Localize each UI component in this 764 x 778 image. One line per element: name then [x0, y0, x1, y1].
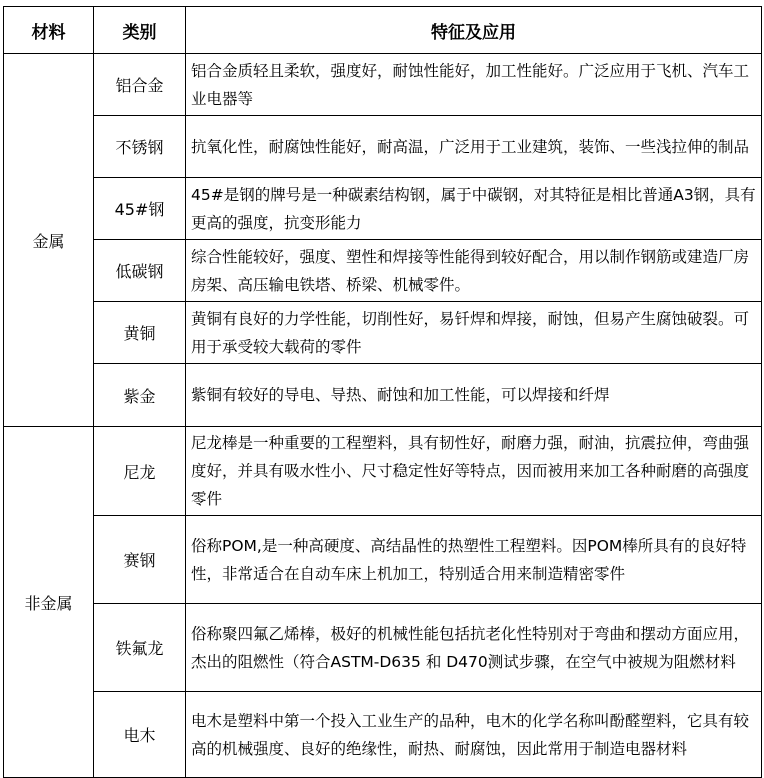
category-cell: 铁氟龙 — [94, 604, 186, 692]
category-cell: 尼龙 — [94, 427, 186, 516]
table-row — [4, 427, 762, 516]
description-cell: 45#是钢的牌号是一种碳素结构钢，属于中碳钢，对其特征是相比普通A3钢，具有更高的强度，抗变形能力 — [186, 178, 762, 240]
table-row — [4, 178, 762, 240]
table-row — [4, 364, 762, 427]
header-feature: 特征及应用 — [186, 7, 762, 54]
description-cell: 紫铜有较好的导电、导热、耐蚀和加工性能，可以焊接和纤焊 — [186, 364, 762, 427]
table-row — [4, 54, 762, 116]
header-material: 材料 — [4, 7, 94, 54]
category-cell: 赛钢 — [94, 516, 186, 604]
table-row — [4, 692, 762, 778]
description-cell: 电木是塑料中第一个投入工业生产的品种，电木的化学名称叫酚醛塑料，它具有较高的机械强度、良好的绝缘性，耐热、耐腐蚀，因此常用于制造电器材料 — [186, 692, 762, 778]
table-row — [4, 240, 762, 302]
category-cell: 紫金 — [94, 364, 186, 427]
group-metal: 金属 — [4, 54, 94, 427]
description-cell: 尼龙棒是一种重要的工程塑料，具有韧性好，耐磨力强，耐油，抗震拉伸，弯曲强度好，并具有吸水性小、尺寸稳定性好等特点，因而被用来加工各种耐磨的高强度零件 — [186, 427, 762, 516]
description-cell: 俗称POM,是一种高硬度、高结晶性的热塑性工程塑料。因POM棒所具有的良好特性，非常适合在自动车床上机加工，特别适合用来制造精密零件 — [186, 516, 762, 604]
category-cell: 低碳钢 — [94, 240, 186, 302]
header-category: 类别 — [94, 7, 186, 54]
table-row — [4, 116, 762, 178]
description-cell: 黄铜有良好的力学性能，切削性好，易钎焊和焊接，耐蚀，但易产生腐蚀破裂。可用于承受较大载荷的零件 — [186, 302, 762, 364]
description-cell: 综合性能较好，强度、塑性和焊接等性能得到较好配合，用以制作钢筋或建造厂房房架、高压输电铁塔、桥梁、机械零件。 — [186, 240, 762, 302]
table-row — [4, 604, 762, 692]
description-cell: 铝合金质轻且柔软，强度好，耐蚀性能好，加工性能好。广泛应用于飞机、汽车工业电器等 — [186, 54, 762, 116]
category-cell: 铝合金 — [94, 54, 186, 116]
table-row — [4, 516, 762, 604]
category-cell: 不锈钢 — [94, 116, 186, 178]
category-cell: 电木 — [94, 692, 186, 778]
header-row — [4, 7, 762, 54]
table-row — [4, 302, 762, 364]
materials-table — [3, 6, 762, 778]
group-nonmetal: 非金属 — [4, 427, 94, 778]
category-cell: 45#钢 — [94, 178, 186, 240]
description-cell: 抗氧化性，耐腐蚀性能好，耐高温，广泛用于工业建筑，装饰、一些浅拉伸的制品 — [186, 116, 762, 178]
description-cell: 俗称聚四氟乙烯棒，极好的机械性能包括抗老化性特别对于弯曲和摆动方面应用，杰出的阻燃性（符合ASTM-D635 和 D470测试步骤，在空气中被规为阻燃材料 — [186, 604, 762, 692]
category-cell: 黄铜 — [94, 302, 186, 364]
